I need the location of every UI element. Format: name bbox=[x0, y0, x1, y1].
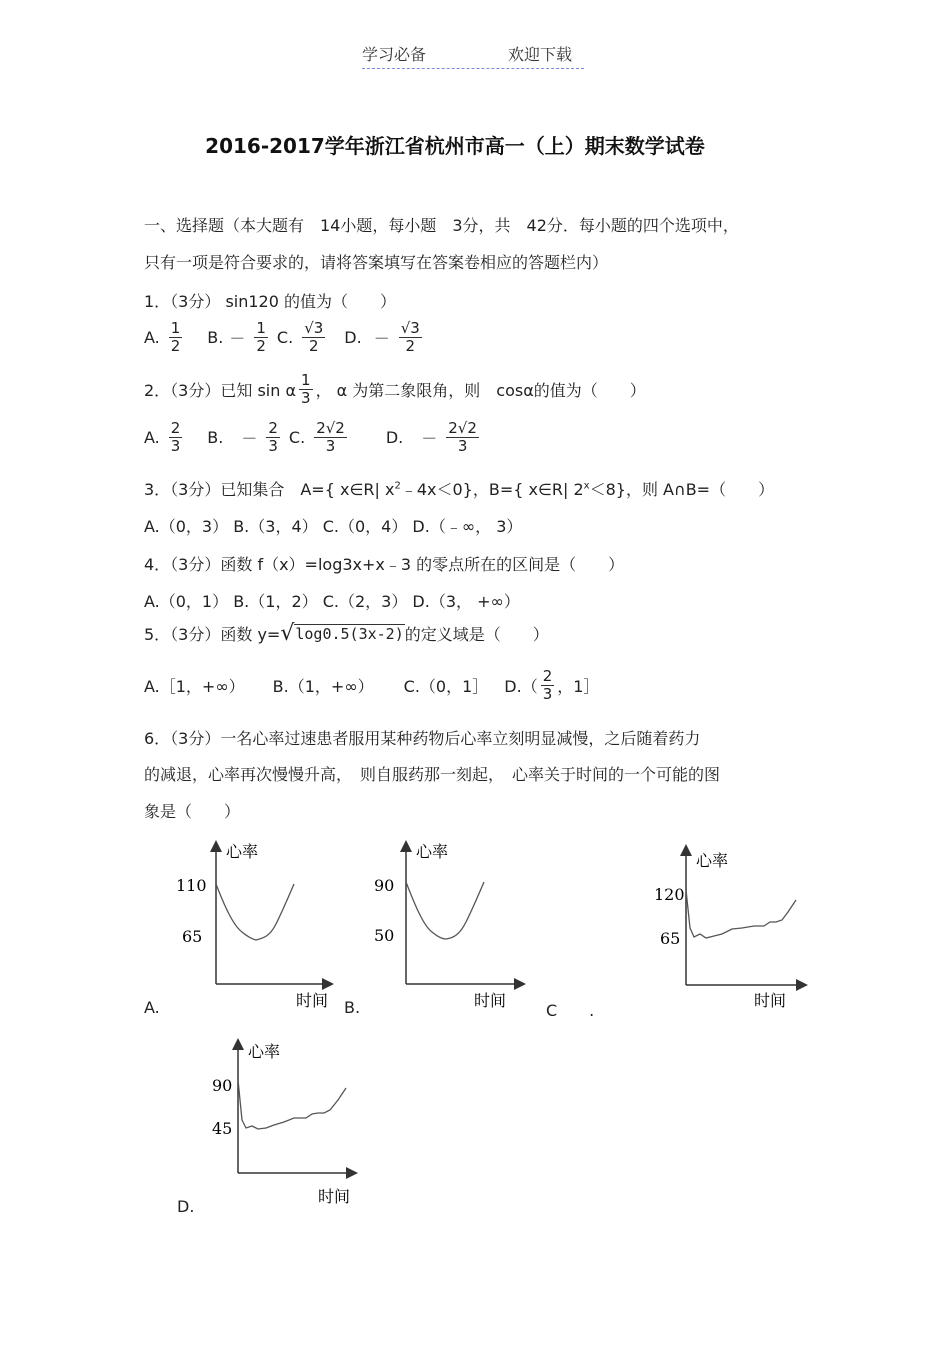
q1-options bbox=[144, 320, 425, 355]
numerator: √3 bbox=[400, 319, 420, 337]
numerator: 2√2 bbox=[316, 419, 345, 437]
q2-option-d-label: D. bbox=[385, 428, 404, 447]
q5-stem bbox=[144, 622, 549, 645]
x-axis-label: 时间 bbox=[754, 991, 787, 1010]
denominator: 2 bbox=[170, 337, 181, 355]
graph-b bbox=[360, 838, 530, 1013]
y-tick-high: 90 bbox=[212, 1076, 233, 1095]
q2-stem-post: ， α 为第二象限角，则 cosα的值为（ ） bbox=[315, 381, 646, 400]
graph-a bbox=[168, 838, 338, 1013]
graph-d-label: D. bbox=[177, 1197, 195, 1216]
q2-stem-fraction bbox=[299, 372, 313, 407]
minus-sign: － bbox=[229, 329, 246, 348]
x-axis-label: 时间 bbox=[318, 1187, 351, 1206]
q2-option-c-label: C. bbox=[288, 428, 306, 447]
graph-c bbox=[650, 842, 810, 1014]
q6-stem-line1: 6．（3分）一名心率过速患者服用某种药物后心率立刻明显减慢，之后随着药力 bbox=[144, 729, 701, 748]
minus-sign: － bbox=[241, 429, 258, 448]
q1-option-a-fraction bbox=[169, 320, 183, 355]
q3-stem bbox=[144, 477, 774, 500]
minus-sign: － bbox=[421, 429, 438, 448]
q1-option-b-fraction bbox=[254, 320, 268, 355]
denominator: 2 bbox=[256, 337, 266, 355]
q2-stem bbox=[144, 372, 646, 407]
q5-option-b: B.（1，+∞） bbox=[272, 677, 374, 696]
denominator: 2 bbox=[308, 337, 319, 355]
section-intro-line2: 只有一项是符合要求的，请将答案填写在答案卷相应的答题栏内） bbox=[144, 253, 609, 272]
graph-b-label: B. bbox=[344, 998, 361, 1017]
minus-sign: － bbox=[373, 329, 390, 348]
numerator: 1 bbox=[301, 371, 311, 389]
q6-stem-line2: 的减退，心率再次慢慢升高， 则自服药那一刻起， 心率关于时间的一个可能的图 bbox=[144, 765, 721, 784]
q2-option-a-label: A. bbox=[144, 428, 160, 447]
heart-rate-curve bbox=[406, 882, 484, 939]
radical-sign: √ bbox=[280, 620, 295, 646]
y-axis-label: 心率 bbox=[226, 842, 259, 861]
section-intro-line1: 一、选择题（本大题有 14小题，每小题 3分，共 42分．每小题的四个选项中， bbox=[144, 216, 739, 235]
q5-stem-pre: 5．（3分）函数 y= bbox=[144, 625, 281, 644]
header-left: 学习必备 bbox=[362, 45, 427, 64]
q2-option-d-fraction bbox=[446, 420, 479, 455]
q2-options bbox=[144, 420, 482, 455]
q6-stem-line3: 象是（ ） bbox=[144, 802, 241, 821]
numerator: 2√2 bbox=[448, 419, 477, 437]
y-tick-low: 50 bbox=[374, 926, 395, 945]
denominator: 2 bbox=[405, 337, 416, 355]
q2-stem-pre: 2．（3分）已知 sin α bbox=[144, 381, 297, 400]
y-tick-high: 120 bbox=[654, 885, 685, 904]
x-axis-label: 时间 bbox=[474, 991, 507, 1010]
q3-stem-pre: 3．（3分）已知集合 A={ x∈R| x bbox=[144, 480, 395, 499]
y-tick-low: 65 bbox=[660, 929, 681, 948]
graph-a-label: A. bbox=[144, 998, 160, 1017]
q1-option-d-label: D. bbox=[344, 328, 362, 347]
y-axis-label: 心率 bbox=[248, 1042, 281, 1061]
graph-c-label: C . bbox=[546, 1001, 595, 1020]
q2-option-a-fraction bbox=[169, 420, 183, 455]
q1-stem: 1．（3分） sin120 的值为（ ） bbox=[144, 292, 396, 311]
denominator: 3 bbox=[457, 437, 468, 455]
q1-option-c-fraction bbox=[302, 320, 325, 355]
y-tick-low: 45 bbox=[212, 1119, 233, 1138]
denominator: 3 bbox=[325, 437, 336, 455]
heart-rate-curve bbox=[686, 890, 796, 938]
heart-rate-curve bbox=[216, 884, 294, 940]
denominator: 3 bbox=[301, 389, 311, 407]
q3-stem-mid: ﹣4x＜0}，B={ x∈R| 2 bbox=[400, 480, 584, 499]
y-axis-label: 心率 bbox=[416, 842, 449, 861]
q5-option-d-post: ，1］ bbox=[557, 677, 600, 696]
page-header bbox=[362, 42, 584, 69]
superscript: 2 bbox=[394, 480, 401, 492]
denominator: 3 bbox=[170, 437, 181, 455]
q2-option-b-label: B. bbox=[207, 428, 224, 447]
graph-d bbox=[206, 1036, 366, 1214]
q1-option-d-fraction bbox=[399, 320, 422, 355]
numerator: √3 bbox=[304, 319, 324, 337]
q5-stem-post: 的定义域是（ ） bbox=[404, 625, 549, 644]
q1-option-a-label: A. bbox=[144, 328, 160, 347]
q2-option-b-fraction bbox=[266, 420, 280, 455]
x-axis-label: 时间 bbox=[296, 991, 329, 1010]
q3-options: A.（0，3） B.（3，4） C.（0，4） D.（﹣∞， 3） bbox=[144, 517, 523, 536]
q5-radicand: log0.5(3x-2) bbox=[295, 625, 404, 643]
q4-options: A.（0，1） B.（1，2） C.（2，3） D.（3， +∞） bbox=[144, 592, 520, 611]
q1-option-b-label: B. bbox=[207, 328, 224, 347]
q2-option-c-fraction bbox=[314, 420, 347, 455]
q5-option-a: A.［1，+∞） bbox=[144, 677, 245, 696]
q4-stem: 4．（3分）函数 f（x）=log3x+x﹣3 的零点所在的区间是（ ） bbox=[144, 555, 625, 574]
q3-stem-post: ＜8}，则 A∩B=（ ） bbox=[589, 480, 775, 499]
q5-options bbox=[144, 668, 599, 703]
superscript: x bbox=[583, 480, 590, 492]
y-axis-label: 心率 bbox=[696, 851, 729, 870]
denominator: 3 bbox=[268, 437, 278, 455]
numerator: 2 bbox=[268, 419, 278, 437]
numerator: 2 bbox=[170, 419, 181, 437]
heart-rate-curve bbox=[238, 1080, 346, 1129]
q5-option-d-fraction bbox=[541, 668, 555, 703]
q5-option-c: C.（0，1］ bbox=[403, 677, 489, 696]
numerator: 2 bbox=[542, 667, 553, 685]
y-tick-high: 90 bbox=[374, 876, 395, 895]
header-right: 欢迎下载 bbox=[508, 45, 573, 64]
exam-title: 2016-2017学年浙江省杭州市高一（上）期末数学试卷 bbox=[205, 134, 705, 158]
q1-option-c-label: C. bbox=[276, 328, 294, 347]
q5-option-d-pre: D.（ bbox=[504, 677, 538, 696]
numerator: 1 bbox=[256, 319, 266, 337]
y-tick-high: 110 bbox=[176, 876, 207, 895]
denominator: 3 bbox=[542, 685, 553, 703]
y-tick-low: 65 bbox=[182, 927, 203, 946]
numerator: 1 bbox=[170, 319, 181, 337]
